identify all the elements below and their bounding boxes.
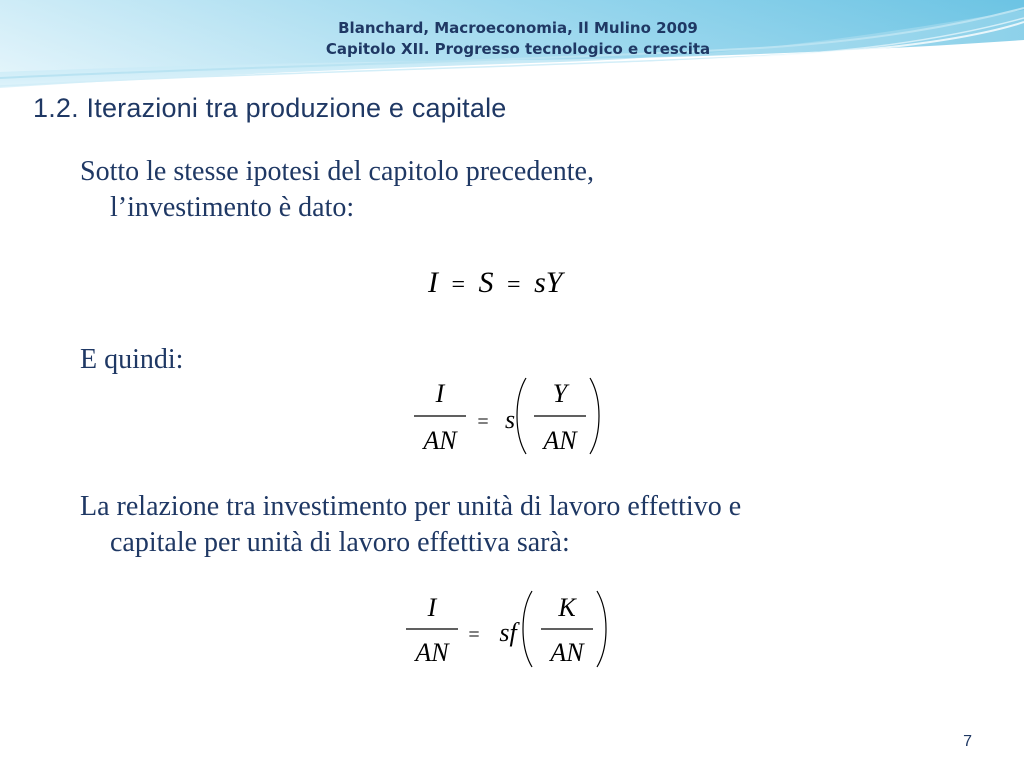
equation-investment-saving (428, 266, 562, 300)
eq3-right-paren (597, 591, 606, 667)
eq3-coefficient: sf (499, 618, 517, 647)
eq2-denominator-left: AN (423, 426, 457, 455)
eq1-I: I (428, 266, 438, 299)
eq2-left-paren (517, 378, 526, 454)
eq2-right-paren (590, 378, 599, 454)
eq2-equals: = (477, 411, 489, 433)
eq1-sY: sY (534, 266, 563, 299)
eq2-numerator-right: Y (552, 379, 568, 408)
header (0, 18, 1024, 60)
eq3-denominator-left: AN (415, 638, 449, 667)
eq3-denominator-right: AN (550, 638, 584, 667)
header-line-2: Capitolo XII. Progresso tecnologico e crescita (325, 40, 711, 58)
eq3-numerator-left: I (427, 593, 437, 622)
bullet-1-line-1: Sotto le stesse ipotesi del capitolo precedente, (80, 156, 594, 187)
bullet-3-line-1: La relazione tra investimento per unità di lavoro effettivo e (80, 491, 742, 522)
eq1-S: S (478, 266, 494, 299)
slide-title: 1.2. Iterazioni tra produzione e capitale (33, 93, 507, 123)
eq2-coefficient: s (504, 405, 516, 434)
eq2-numerator-left: I (435, 379, 445, 408)
equation-per-effective-worker (400, 372, 610, 462)
header-line-1: Blanchard, Macroeconomia, Il Mulino 2009 (338, 19, 698, 37)
bullet-3-line-2: capitale per unità di lavoro effettiva sarà: (110, 527, 570, 558)
eq1-equals-b: = (507, 272, 521, 298)
eq2-denominator-right: AN (543, 426, 577, 455)
eq3-equals: = (468, 624, 480, 646)
eq3-numerator-right: K (558, 593, 576, 622)
bullet-1-line-2: l’investimento è dato: (110, 192, 355, 223)
page-number: 7 (963, 733, 972, 750)
bullet-3 (80, 489, 741, 561)
eq1-equals-a: = (451, 272, 466, 298)
bullet-2: E quindi: (80, 344, 184, 375)
eq3-left-paren (523, 591, 532, 667)
equation-production-function (392, 583, 617, 673)
bullet-1 (80, 154, 594, 226)
